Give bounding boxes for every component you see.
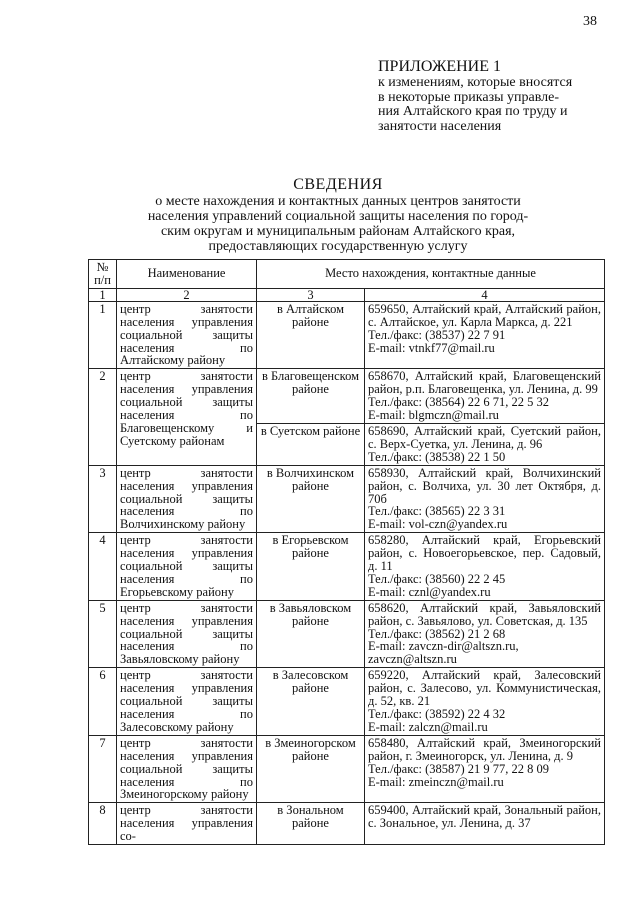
location-area: в Благовещенском районе (257, 369, 365, 424)
contact-line: Тел./факс: (38592) 22 4 32 (368, 707, 506, 721)
table-row (89, 735, 605, 803)
contact-line: E-mail: zavczn-dir@altszn.ru, (368, 639, 519, 654)
contact-line: E-mail: blgmczn@mail.ru (368, 408, 499, 423)
table-header-row (89, 260, 605, 289)
table-row (89, 668, 605, 736)
contact-line: E-mail: zmeinczn@mail.ru (368, 774, 504, 789)
heading-title: СВЕДЕНИЯ (293, 176, 383, 193)
header-num: № п/п (89, 260, 117, 289)
contact-line: Тел./факс: (38565) 22 3 31 (368, 504, 506, 519)
table-row (89, 533, 605, 601)
contact-line: 658930, Алтайский край, Волчихинский район, с. Волчиха, ул. 30 лет Октября, д. 70б (368, 465, 601, 506)
contact-details (365, 533, 605, 601)
contact-details (365, 735, 605, 803)
location-area: в Завьяловском районе (257, 600, 365, 668)
contact-line: 658690, Алтайский край, Суетский район, с. Верх-Суетка, ул. Ленина, д. 96 (368, 423, 601, 451)
contact-line: Тел./факс: (38564) 22 6 71, 22 5 32 (368, 395, 550, 410)
document-heading (118, 176, 558, 254)
center-name: центр занятости населения управления со- (117, 803, 257, 845)
center-name: центр занятости населения управления социальной защиты населения по Благовещенскому и Суетскому районам (117, 369, 257, 465)
row-number: 5 (89, 600, 117, 668)
page-number: 38 (583, 14, 597, 29)
contact-line: 659650, Алтайский край, Алтайский район, с. Алтайское, ул. Карла Маркса, д. 221 (368, 301, 601, 329)
row-number: 4 (89, 533, 117, 601)
centers-table (88, 259, 605, 845)
contact-line: 658280, Алтайский край, Егорьевский район, с. Новоегорьевское, пер. Садовый, д. 11 (368, 533, 601, 574)
center-name: центр занятости населения управления социальной защиты населения по Завьяловскому району (117, 600, 257, 668)
center-name: центр занятости населения управления социальной защиты населения по Залесовскому району (117, 668, 257, 736)
contact-details (365, 600, 605, 668)
column-index: 4 (365, 288, 605, 301)
row-number: 7 (89, 735, 117, 803)
contact-line: 659400, Алтайский край, Зональный район, с. Зональное, ул. Ленина, д. 37 (368, 803, 601, 831)
column-index: 1 (89, 288, 117, 301)
center-name: центр занятости населения управления социальной защиты населения по Егорьевскому району (117, 533, 257, 601)
heading-line: предоставляющих государственную услугу (208, 239, 468, 254)
header-name: Наименование (117, 260, 257, 289)
table-row (89, 465, 605, 533)
annex-block (378, 58, 600, 134)
table-row (89, 369, 605, 424)
contact-line: E-mail: vtnkf77@mail.ru (368, 340, 495, 355)
contact-line: zavczn@altszn.ru (368, 652, 457, 667)
table-row (89, 803, 605, 845)
table-row (89, 301, 605, 369)
row-number: 1 (89, 301, 117, 369)
column-index: 2 (117, 288, 257, 301)
column-index-row (89, 288, 605, 301)
contact-line: E-mail: cznl@yandex.ru (368, 584, 491, 599)
location-area: в Волчихинском районе (257, 465, 365, 533)
annex-title: ПРИЛОЖЕНИЕ 1 (378, 58, 502, 75)
contact-line: E-mail: zalczn@mail.ru (368, 719, 488, 734)
contact-line: Тел./факс: (38560) 22 2 45 (368, 571, 506, 586)
contact-line: Тел./факс: (38587) 21 9 77, 22 8 09 (368, 761, 550, 776)
annex-line: к изменениям, которые вносятся (378, 75, 573, 90)
table-body (89, 301, 605, 844)
row-number: 6 (89, 668, 117, 736)
heading-line: ским округам и муниципальным районам Алтайского края, (160, 224, 516, 239)
contact-line: Тел./факс: (38538) 22 1 50 (368, 449, 506, 464)
contact-line: 658670, Алтайский край, Благовещенский район, р.п. Благовещенка, ул. Ленина, д. 99 (368, 369, 601, 397)
location-area: в Алтайском районе (257, 301, 365, 369)
location-area: в Залесовском районе (257, 668, 365, 736)
location-area: в Зональном районе (257, 803, 365, 845)
location-area: в Егорьевском районе (257, 533, 365, 601)
row-number: 2 (89, 369, 117, 465)
annex-line: занятости населения (378, 118, 502, 134)
contact-details (365, 369, 605, 424)
location-area: в Суетском районе (257, 423, 365, 465)
annex-line: ния Алтайского края по труду и (378, 104, 568, 119)
column-index: 3 (257, 288, 365, 301)
contact-line: Тел./факс: (38537) 22 7 91 (368, 327, 506, 342)
location-area: в Змеиногорском районе (257, 735, 365, 803)
contact-line: 658620, Алтайский край, Завьяловский район, с. Завьялово, ул. Советская, д. 135 (368, 600, 601, 628)
row-number: 3 (89, 465, 117, 533)
contact-line: 658480, Алтайский край, Змеиногорский район, г. Змеиногорск, ул. Ленина, д. 9 (368, 735, 601, 763)
heading-line: населения управлений социальной защиты населения по город- (147, 209, 529, 224)
contact-details (365, 465, 605, 533)
contact-line: Тел./факс: (38562) 21 2 68 (368, 626, 506, 641)
row-number: 8 (89, 803, 117, 845)
annex-line: в некоторые приказы управле- (378, 89, 559, 105)
center-name: центр занятости населения управления социальной защиты населения по Змеиногорскому району (117, 735, 257, 803)
heading-line: о месте нахождения и контактных данных центров занятости (155, 194, 521, 209)
contact-details (365, 803, 605, 845)
center-name: центр занятости населения управления социальной защиты населения по Алтайскому району (117, 301, 257, 369)
contact-details (365, 668, 605, 736)
contact-details (365, 423, 605, 465)
header-location: Место нахождения, контактные данные (257, 260, 605, 289)
contact-line: E-mail: vol-czn@yandex.ru (368, 517, 508, 532)
center-name: центр занятости населения управления социальной защиты населения по Волчихинскому району (117, 465, 257, 533)
contact-line: 659220, Алтайский край, Залесовский район, с. Залесово, ул. Коммунистическая, д. 52, кв. 21 (368, 668, 601, 709)
table-row (89, 600, 605, 668)
contact-details (365, 301, 605, 369)
